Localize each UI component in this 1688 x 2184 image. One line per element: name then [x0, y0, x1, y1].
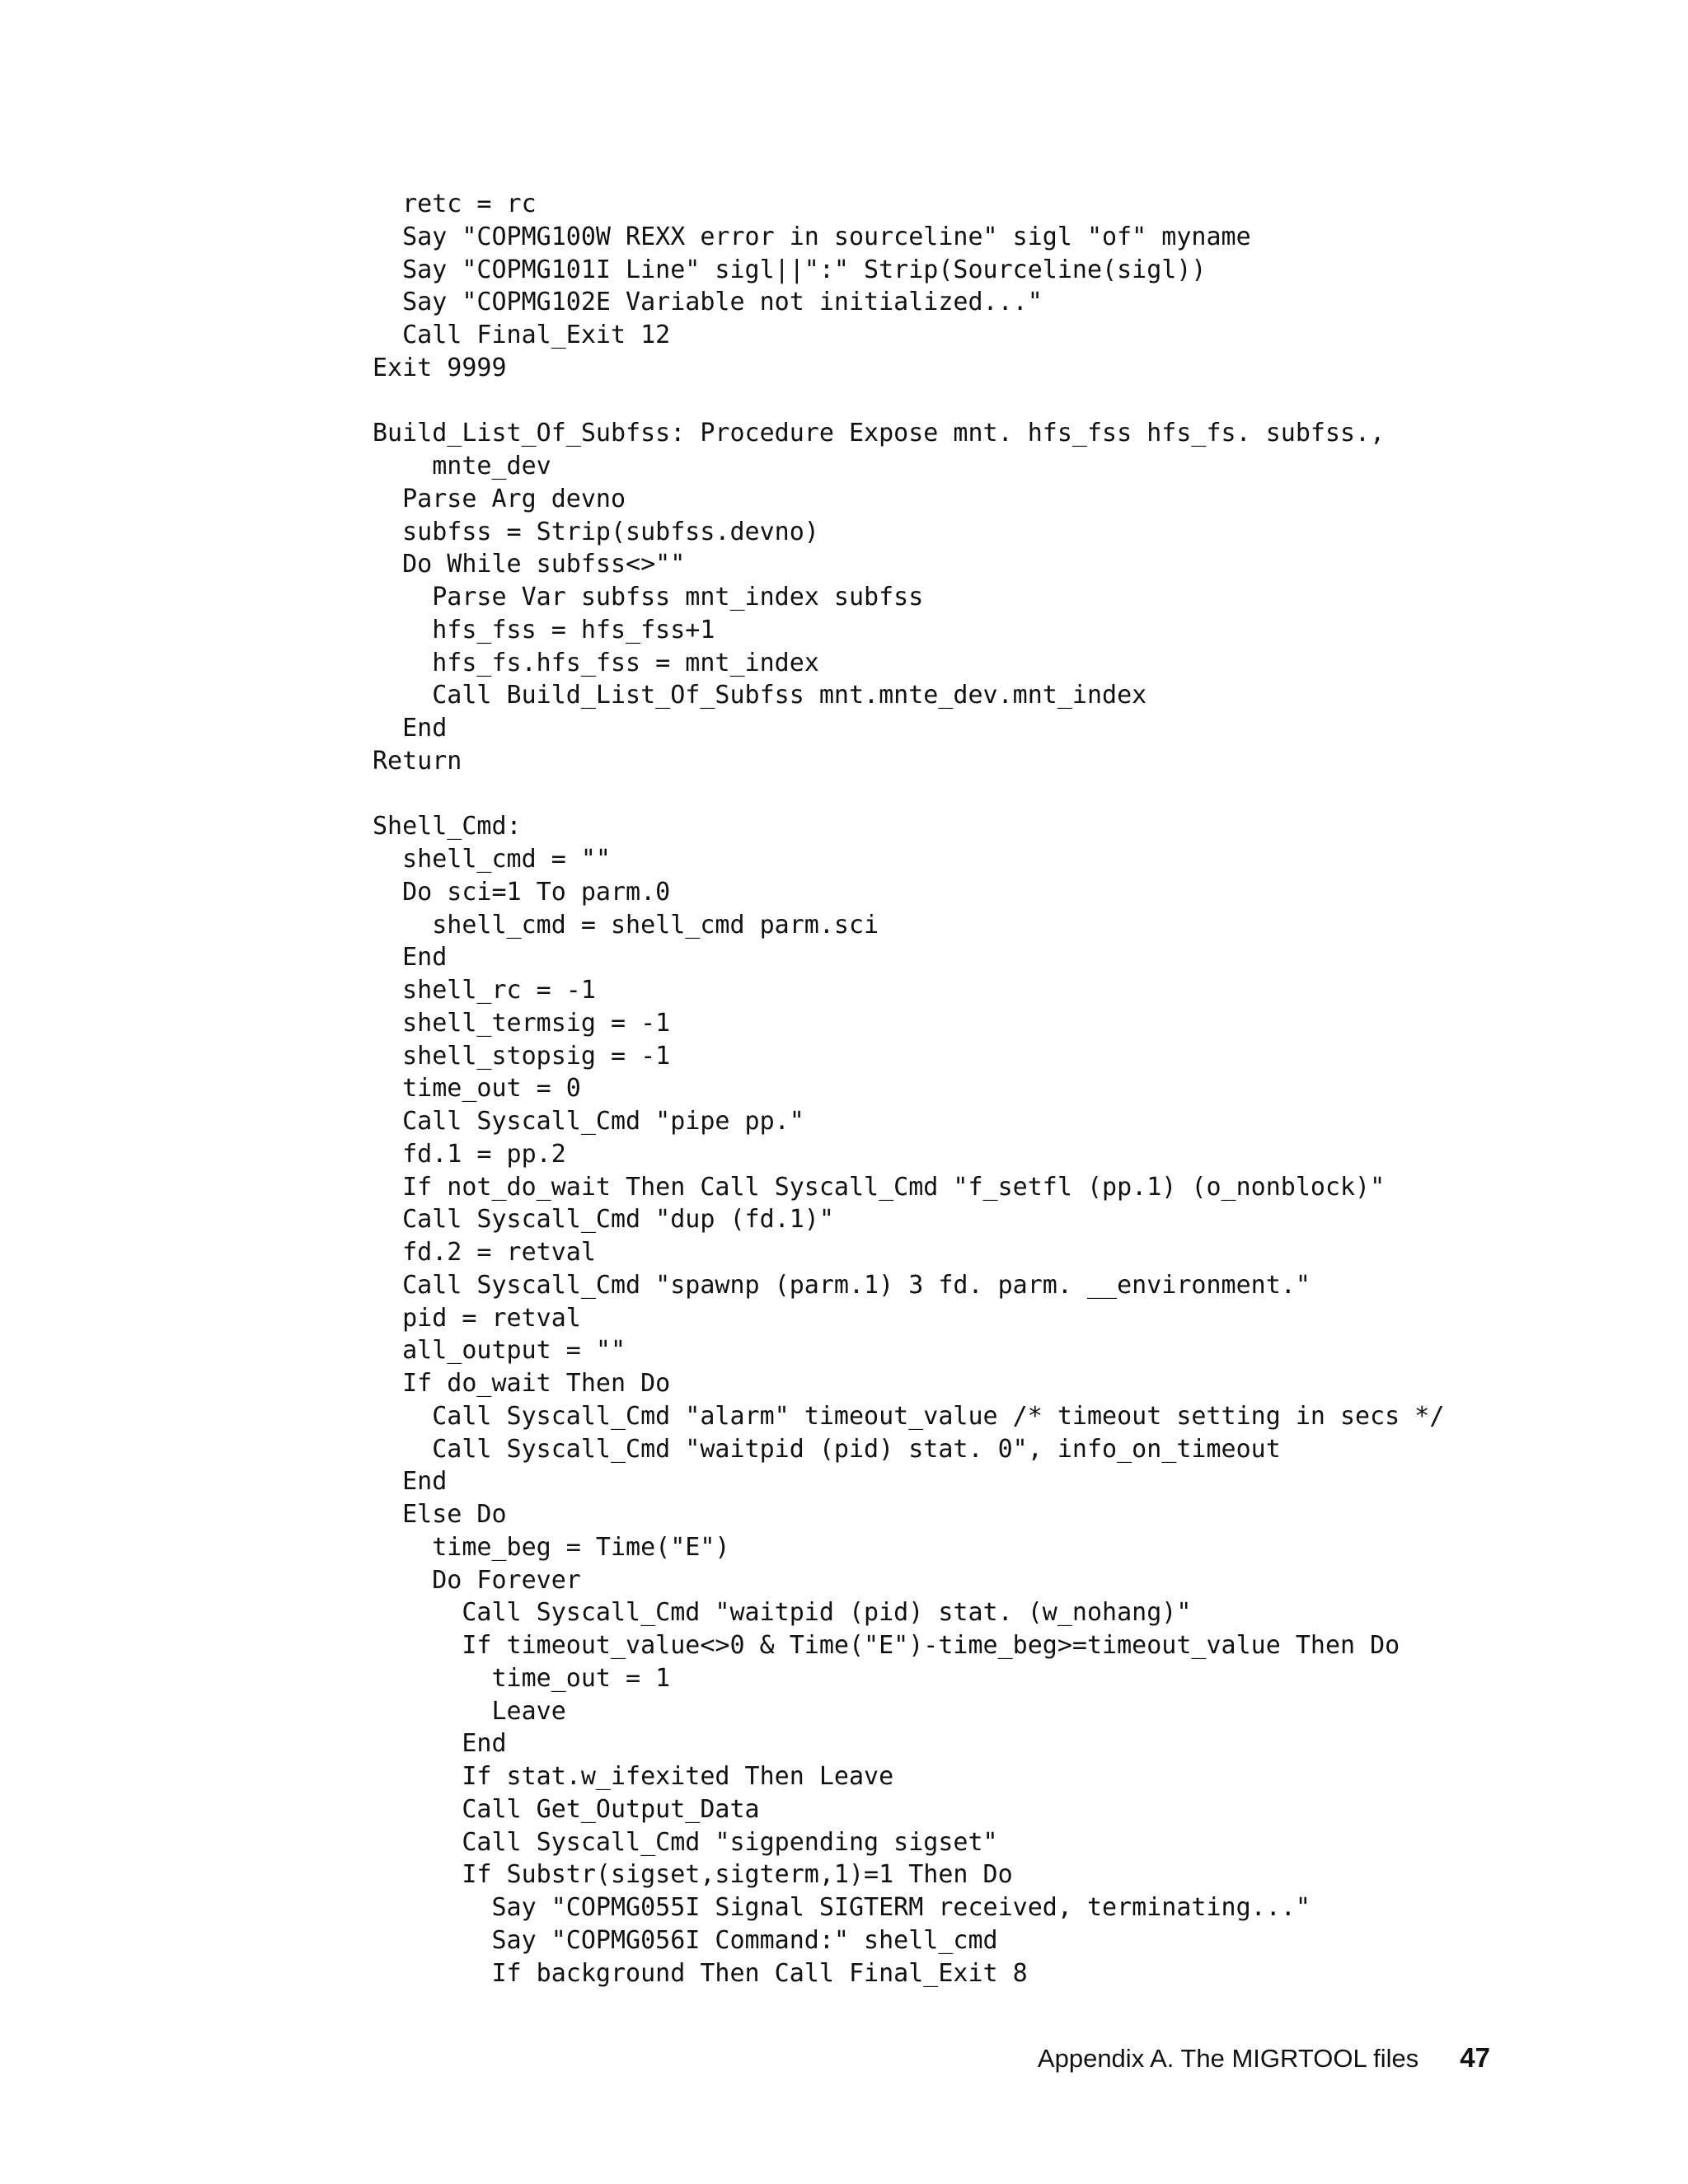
code-line: End — [373, 714, 448, 743]
code-line: Leave — [373, 1696, 566, 1726]
code-line: Say "COPMG102E Variable not initialized..." — [373, 288, 1043, 317]
code-line: Do sci=1 To parm.0 — [373, 877, 671, 907]
code-line: shell_termsig = -1 — [373, 1008, 671, 1038]
code-line: Else Do — [373, 1500, 507, 1529]
code-line: If stat.w_ifexited Then Leave — [373, 1762, 894, 1791]
code-line: Call Syscall_Cmd "pipe pp." — [373, 1107, 804, 1136]
code-line: mnte_dev — [373, 452, 551, 480]
code-line: End — [373, 1467, 448, 1497]
code-line: time_out = 1 — [373, 1663, 671, 1693]
code-line: End — [373, 1729, 507, 1759]
code-line: If timeout_value<>0 & Time("E")-time_beg>=timeout_value Then Do — [373, 1631, 1400, 1660]
code-line: subfss = Strip(subfss.devno) — [373, 517, 819, 546]
code-line: Say "COPMG056I Command:" shell_cmd — [373, 1925, 998, 1955]
code-line: Parse Var subfss mnt_index subfss — [373, 583, 924, 612]
code-line: Call Syscall_Cmd "alarm" timeout_value /* timeout setting in secs */ — [373, 1401, 1445, 1431]
code-line: Call Get_Output_Data — [373, 1794, 760, 1824]
code-line: Say "COPMG101I Line" sigl||":" Strip(Sourceline(sigl)) — [373, 255, 1207, 284]
code-line: Return — [373, 746, 462, 776]
code-line: Call Syscall_Cmd "spawnp (parm.1) 3 fd. parm. __environment." — [373, 1270, 1311, 1300]
code-line: Parse Arg devno — [373, 484, 626, 513]
code-line: Call Syscall_Cmd "waitpid (pid) stat. 0", info_on_timeout — [373, 1434, 1281, 1464]
code-line: If not_do_wait Then Call Syscall_Cmd "f_setfl (pp.1) (o_nonblock)" — [373, 1172, 1386, 1202]
code-line: hfs_fss = hfs_fss+1 — [373, 615, 715, 644]
code-line: Say "COPMG055I Signal SIGTERM received, terminating..." — [373, 1893, 1311, 1922]
code-line: Call Build_List_Of_Subfss mnt.mnte_dev.mnt_index — [373, 681, 1147, 710]
code-line: Call Syscall_Cmd "waitpid (pid) stat. (w_nohang)" — [373, 1598, 1192, 1628]
code-listing — [373, 188, 1444, 1990]
code-line: fd.2 = retval — [373, 1238, 596, 1267]
code-line: Do While subfss<>"" — [373, 550, 686, 579]
code-line: retc = rc — [373, 190, 537, 218]
code-line: pid = retval — [373, 1303, 581, 1333]
code-line — [373, 385, 1444, 418]
code-line: Call Final_Exit 12 — [373, 321, 671, 349]
code-line: time_beg = Time("E") — [373, 1532, 730, 1562]
code-line: Do Forever — [373, 1565, 581, 1595]
code-line: hfs_fs.hfs_fss = mnt_index — [373, 648, 819, 677]
code-line: End — [373, 943, 448, 972]
code-line: shell_rc = -1 — [373, 976, 596, 1005]
code-line: Call Syscall_Cmd "sigpending sigset" — [373, 1827, 998, 1857]
code-line — [373, 778, 1444, 811]
code-line: Build_List_Of_Subfss: Procedure Expose mnt. hfs_fss hfs_fs. subfss., — [373, 419, 1386, 448]
page-number: 47 — [1460, 2042, 1490, 2073]
code-line: shell_cmd = "" — [373, 845, 611, 874]
footer-section-title: Appendix A. The MIGRTOOL files — [1037, 2044, 1419, 2073]
code-line: Exit 9999 — [373, 353, 507, 382]
code-line: If background Then Call Final_Exit 8 — [373, 1958, 1028, 1988]
code-line: shell_stopsig = -1 — [373, 1041, 671, 1071]
code-line: shell_cmd = shell_cmd parm.sci — [373, 910, 879, 940]
code-line: time_out = 0 — [373, 1074, 581, 1104]
code-line: If Substr(sigset,sigterm,1)=1 Then Do — [373, 1860, 1013, 1890]
code-line: If do_wait Then Do — [373, 1369, 671, 1398]
code-line: fd.1 = pp.2 — [373, 1139, 566, 1169]
code-line: Say "COPMG100W REXX error in sourceline" sigl "of" myname — [373, 222, 1251, 251]
code-line: Call Syscall_Cmd "dup (fd.1)" — [373, 1205, 834, 1235]
code-line: all_output = "" — [373, 1336, 626, 1366]
code-line: Shell_Cmd: — [373, 812, 522, 841]
page-footer — [1038, 2042, 1490, 2074]
